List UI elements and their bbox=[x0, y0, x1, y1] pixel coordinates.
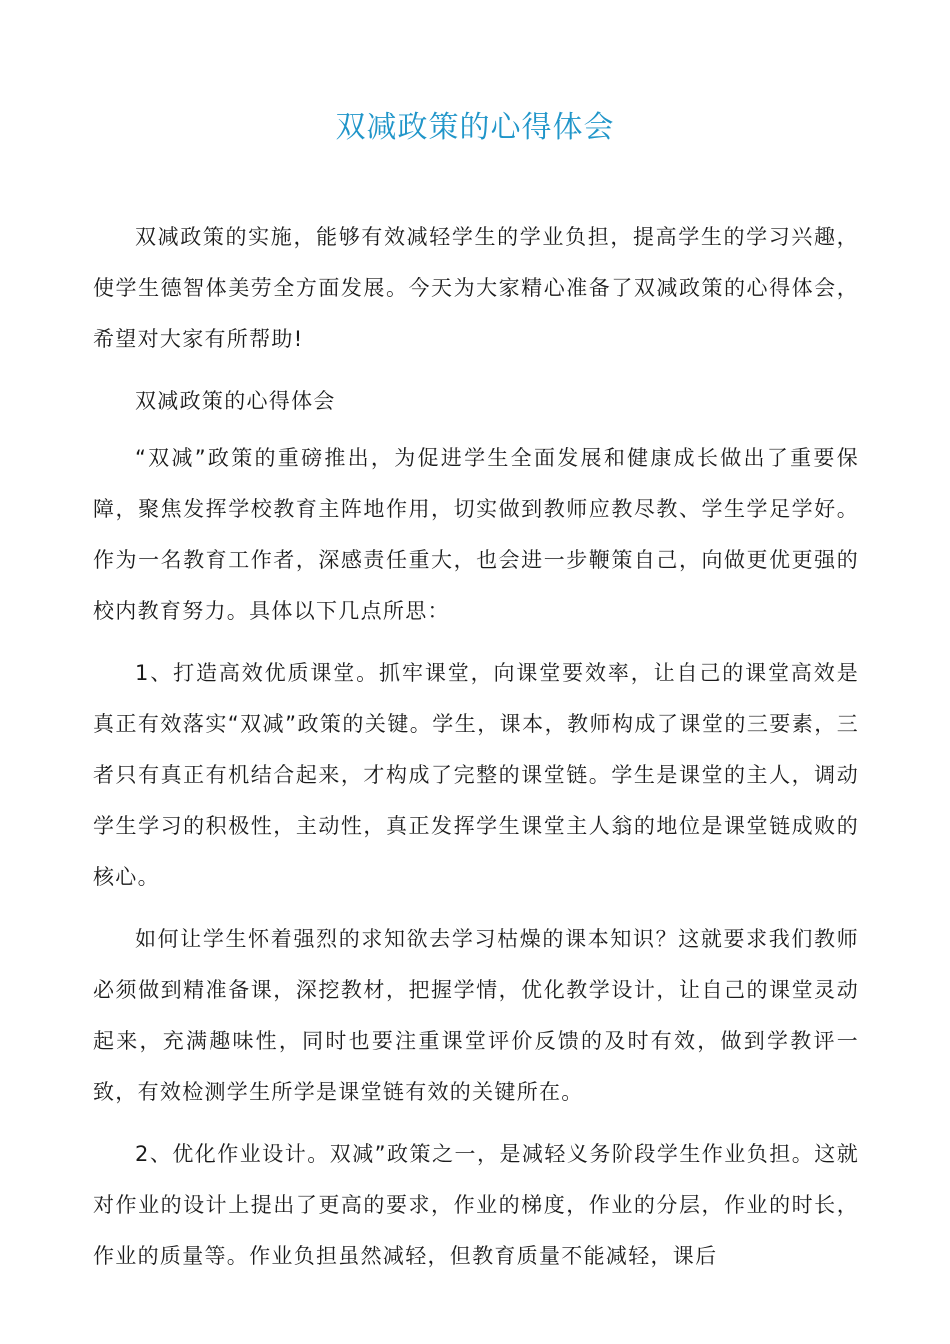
paragraph-subheading: 双减政策的心得体会 bbox=[135, 389, 336, 413]
paragraph-policy: “双减”政策的重磅推出，为促进学生全面发展和健康成长做出了重要保障，聚焦发挥学校教育主阵地作用，切实做到教师应教尽教、学生学足学好。作为一名教育工作者，深感责任重大，也会进一步鞭策自己，向做更优更强的校内教育努力。具体以下几点所思： bbox=[93, 446, 859, 623]
paragraph-point-2: 2、优化作业设计。双减”政策之一，是减轻义务阶段学生作业负担。这就对作业的设计上提出了更高的要求，作业的梯度，作业的分层，作业的时长，作业的质量等。作业负担虽然减轻，但教育质量不能减轻，课后 bbox=[93, 1142, 859, 1268]
document-title: 双减政策的心得体会 bbox=[335, 110, 615, 145]
paragraph-question: 如何让学生怀着强烈的求知欲去学习枯燥的课本知识？这就要求我们教师必须做到精准备课，深挖教材，把握学情，优化教学设计，让自己的课堂灵动起来，充满趣味性，同时也要注重课堂评价反馈的及时有效，做到学教评一致，有效检测学生所学是课堂链有效的关键所在。 bbox=[93, 927, 859, 1104]
document-body bbox=[93, 212, 859, 1293]
paragraph-point-1: 1、打造高效优质课堂。抓牢课堂，向课堂要效率，让自己的课堂高效是真正有效落实“双减”政策的关键。学生，课本，教师构成了课堂的三要素，三者只有真正有机结合起来，才构成了完整的课堂链。学生是课堂的主人，调动学生学习的积极性，主动性，真正发挥学生课堂主人翁的地位是课堂链成败的核心。 bbox=[93, 661, 859, 889]
paragraph-intro: 双减政策的实施，能够有效减轻学生的学业负担，提高学生的学习兴趣，使学生德智体美劳全方面发展。今天为大家精心准备了双减政策的心得体会，希望对大家有所帮助! bbox=[93, 225, 859, 351]
